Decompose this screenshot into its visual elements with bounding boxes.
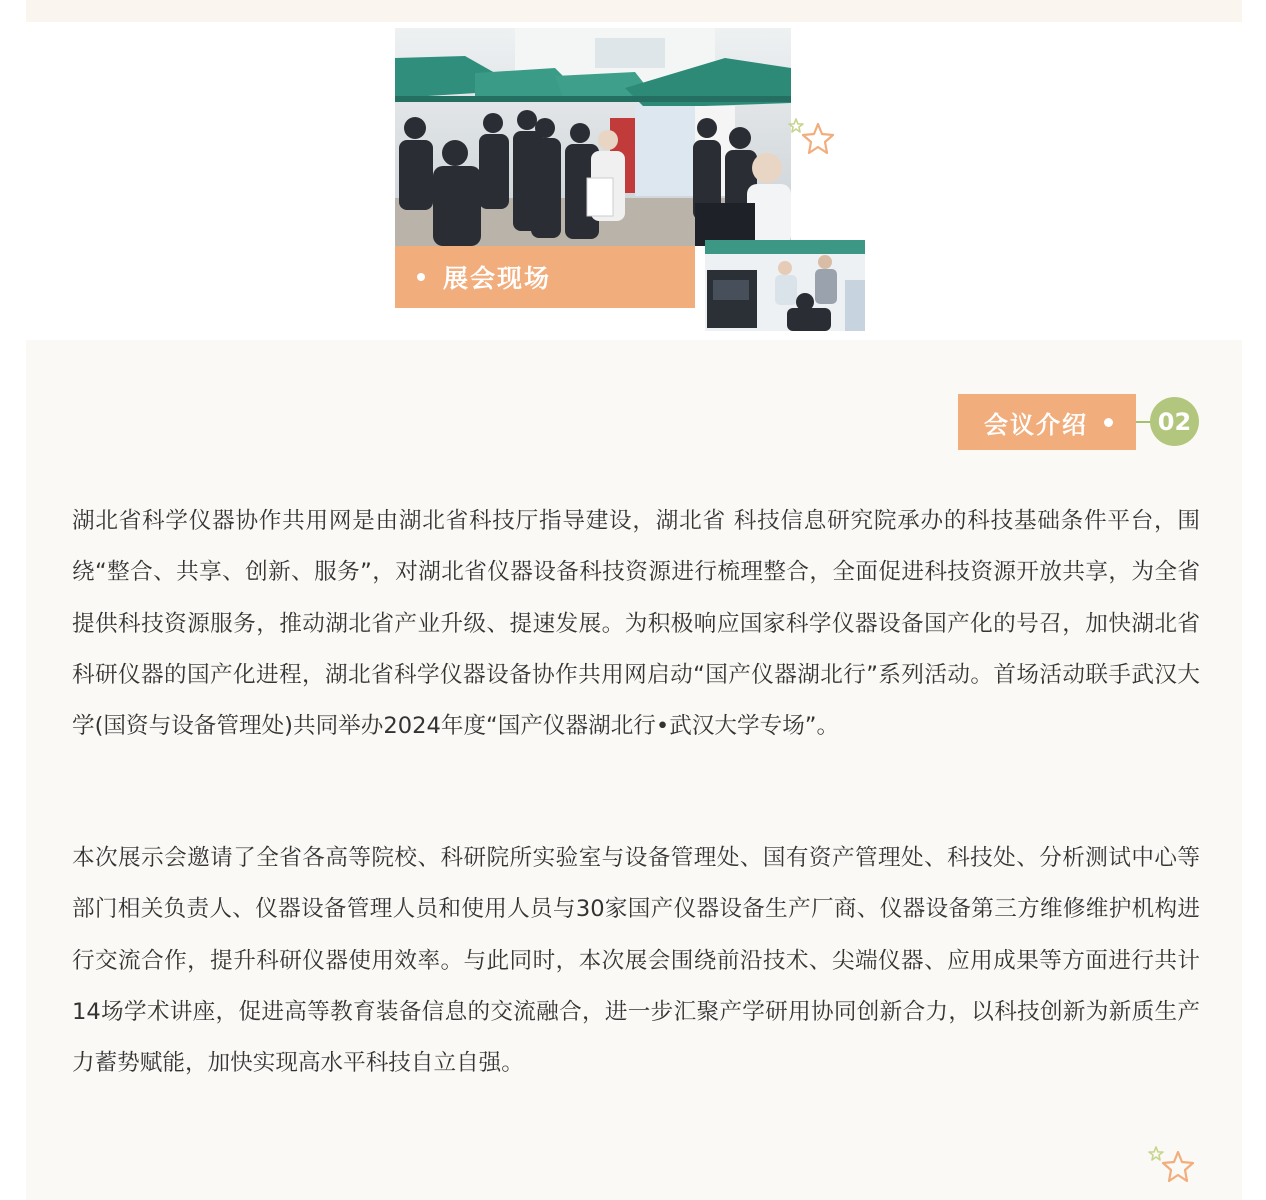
- section-title: 会议介绍: [984, 410, 1088, 439]
- gallery-caption-label: 展会现场: [443, 264, 552, 293]
- bullet-dot: [417, 273, 425, 281]
- section-number-badge: 02: [1150, 397, 1199, 446]
- star-icon: [784, 116, 840, 160]
- section-dot: [1104, 418, 1113, 427]
- star-icon: [1144, 1144, 1200, 1188]
- section-heading: [958, 394, 1136, 450]
- inset-photo: [705, 240, 865, 331]
- event-paragraph: 本次展示会邀请了全省各高等院校、科研院所实验室与设备管理处、国有资产管理处、科技处、分析测试中心等部门相关负责人、仪器设备管理人员和使用人员与30家国产仪器设备生产厂商、仪器设备第三方维修维护机构进行交流合作，提升科研仪器使用效率。与此同时，本次展会围绕前沿技术、尖端仪器、应用成果等方面进行共计14场学术讲座，促进高等教育装备信息的交流融合，进一步汇聚产学研用协同创新合力，以科技创新为新质生产力蓄势赋能，加快实现高水平科技自立自强。: [72, 845, 1200, 1077]
- exhibition-photo: [395, 28, 791, 246]
- gallery-caption: [395, 246, 695, 308]
- top-panel-edge: [26, 0, 1242, 22]
- intro-paragraph: 湖北省科学仪器协作共用网是由湖北省科技厅指导建设，湖北省 科技信息研究院承办的科技基础条件平台，围绕“整合、共享、创新、服务”，对湖北省仪器设备科技资源进行梳理整合，全面促进科技资源开放共享，为全省提供科技资源服务，推动湖北省产业升级、提速发展。为积极响应国家科学仪器设备国产化的号召，加快湖北省科研仪器的国产化进程，湖北省科学仪器设备协作共用网启动“国产仪器湖北行”系列活动。首场活动联手武汉大学(国资与设备管理处)共同举办2024年度“国产仪器湖北行•武汉大学专场”。: [72, 508, 1200, 740]
